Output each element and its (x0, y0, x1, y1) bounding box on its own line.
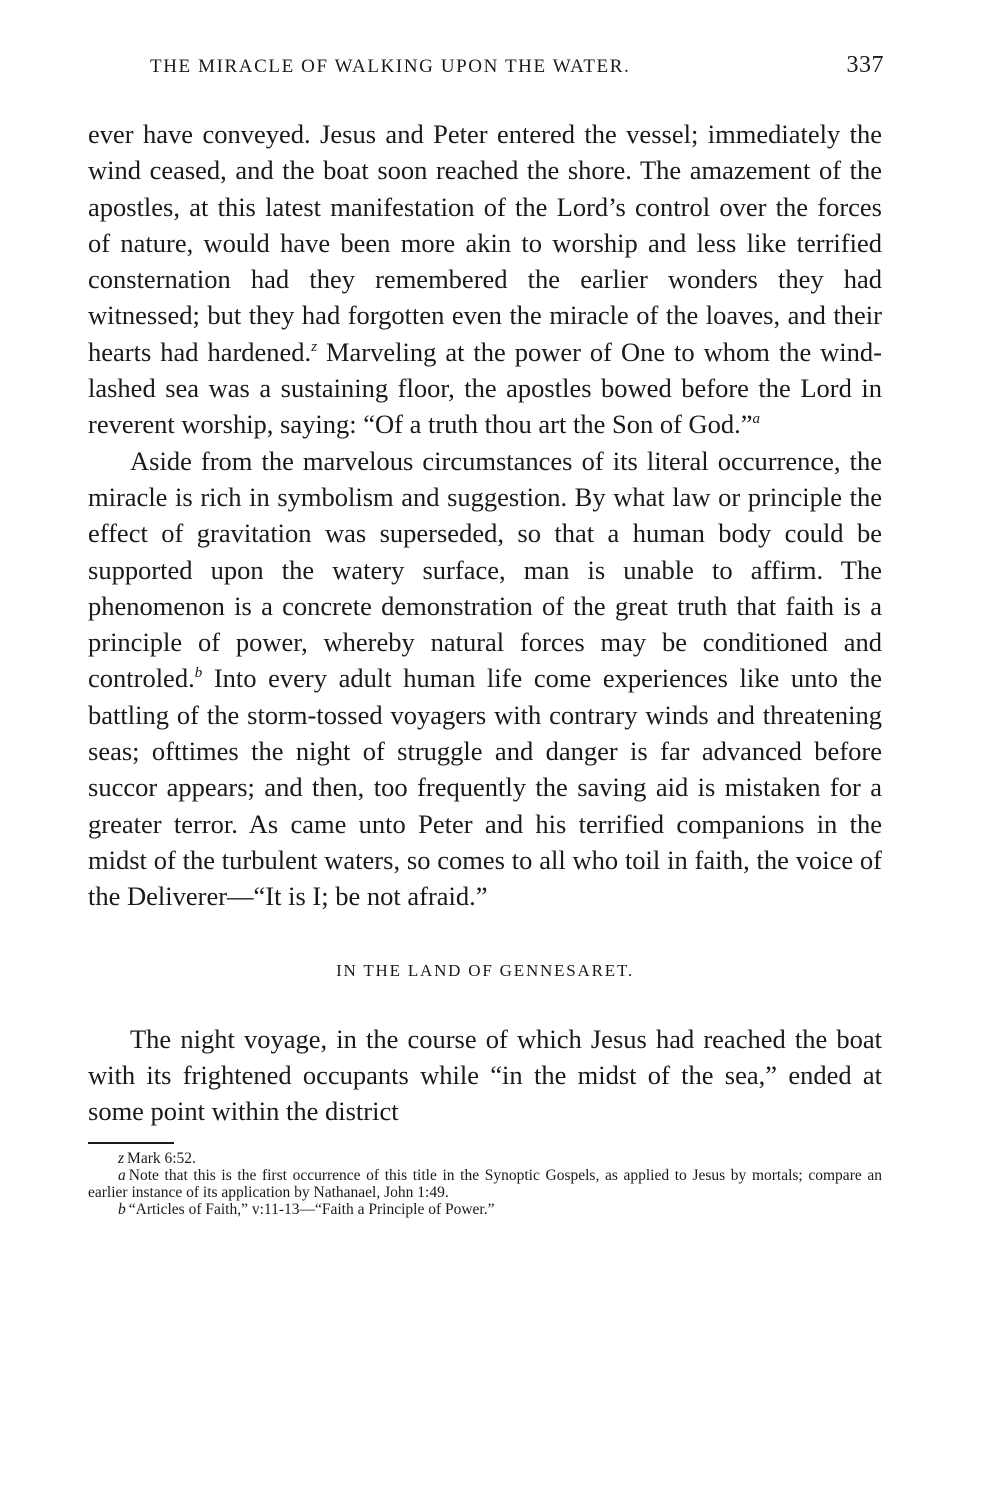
paragraph-1-text-a: ever have conveyed. Jesus and Peter entered the vessel; immediately the wind ceased, and the boat soon reached the shore. The amazement of the apostles, at this latest manifestation of the Lord’s control over the forces of nature, would have been more akin to worship and less like terrified consternation had they remembered the earlier wonders they had witnessed; but they had forgotten even the miracle of the loaves, and their hearts had hardened. (88, 119, 882, 367)
footnote-ref-a: a (752, 411, 761, 428)
running-header (88, 48, 882, 88)
footnote-mark-a: a (118, 1166, 126, 1184)
paragraph-1 (88, 116, 882, 443)
footnote-text-z: Mark 6:52. (127, 1149, 196, 1167)
paragraph-2-text-a: Aside from the marvelous circumstances of its literal occurrence, the miracle is rich in symbolism and suggestion. By what law or principle the effect of gravitation was superseded, so that a human body could be supported upon the watery surface, man is unable to affirm. The phenomenon is a concrete demonstration of the great truth that faith is a principle of power, whereby natural forces may be conditioned and controled. (88, 445, 882, 694)
paragraph-3: The night voyage, in the course of which Jesus had reached the boat with its frightened occupants while “in the midst of the sea,” ended at some point within the district (88, 1023, 882, 1127)
footnote-b (88, 1201, 882, 1218)
footnotes (88, 1150, 882, 1218)
footnote-ref-z: z (311, 338, 318, 355)
footnote-text-a: Note that this is the first occurrence of this title in the Synoptic Gospels, as applied to Jesus by mortals; compare an earlier instance of its application by Nathanael, John 1:49. (88, 1166, 882, 1201)
section-heading: IN THE LAND OF GENNESARET. (336, 960, 634, 980)
footnote-ref-b: b (194, 665, 203, 682)
paragraph-2-text-b: Into every adult human life come experiences like unto the battling of the storm-tossed voyagers with contrary winds and threatening seas; ofttimes the night of struggle and danger is far advanced before succor appears; and then, too frequently the saving aid is mistaken for a greater terror. As came unto Peter and his terrified companions in the midst of the turbulent waters, so comes to all who toil in faith, the voice of the Deliverer—“It is I; be not afraid.” (88, 663, 882, 912)
footnote-a (88, 1167, 882, 1201)
page-number: 337 (846, 52, 884, 78)
footnote-z (88, 1150, 882, 1167)
book-page (88, 48, 882, 1218)
footnote-rule (88, 1142, 174, 1144)
paragraph-1-text-b: Marveling at the power of One to whom the wind-lashed sea was a sustaining floor, the apostles bowed before the Lord in reverent worship, saying: “Of a truth thou art the Son of God.” (88, 336, 882, 440)
footnote-text-b: “Articles of Faith,” v:11-13—“Faith a Principle of Power.” (128, 1200, 495, 1218)
footnote-mark-z: z (118, 1149, 125, 1167)
running-title: THE MIRACLE OF WALKING UPON THE WATER. (150, 56, 631, 77)
footnote-mark-b: b (118, 1200, 126, 1218)
paragraph-2 (88, 443, 882, 915)
body-text (88, 116, 882, 1130)
